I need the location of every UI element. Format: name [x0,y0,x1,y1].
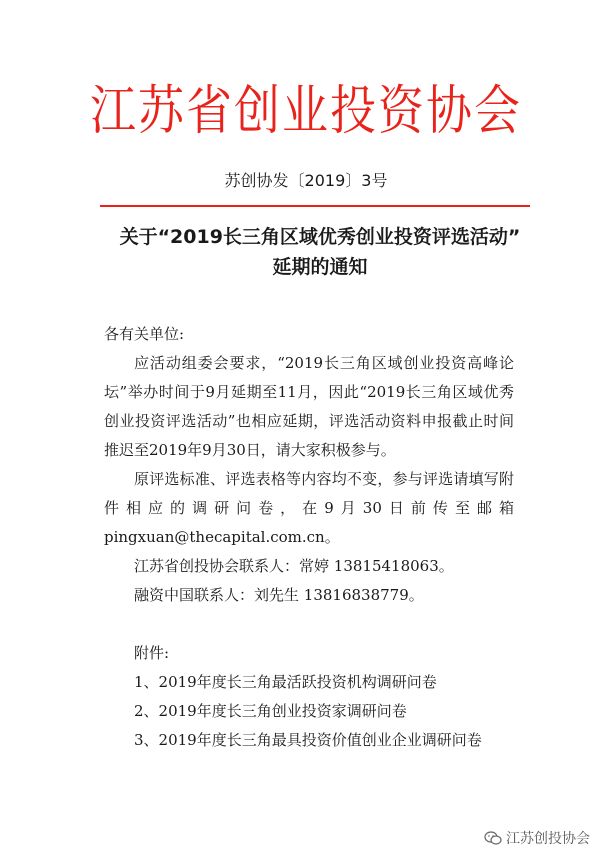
notice-title-line-1: 关于“2019长三角区域优秀创业投资评选活动” [119,226,521,248]
notice-title [100,222,540,282]
notice-title-line-2: 延期的通知 [272,256,368,278]
paragraph-1: 应活动组委会要求，“2019长三角区域创业投资高峰论坛”举办时间于9月延期至11月，因此“2019长三角区域优秀创业投资评选活动”也相应延期，评选活动资料申报截止时间推迟至2019年9月30日，请大家积极参与。 [104,354,514,459]
paragraph-2: 原评选标准、评选表格等内容均不变，参与评选请填写附件相应的调研问卷，在9月30日前传至邮箱pingxuan@thecapital.com.cn。 [104,470,514,546]
attachments-label: 附件: [134,644,170,662]
contact-2: 融资中国联系人：刘先生 13816838779。 [134,586,424,604]
watermark [484,828,590,848]
attachment-item-3: 3、2019年度长三角最具投资价值创业企业调研问卷 [134,731,482,749]
watermark-text: 江苏创投协会 [506,831,590,847]
contact-1: 江苏省创投协会联系人：常婷 13815418063。 [134,557,454,575]
spacer [104,610,514,639]
attachment-item-1: 1、2019年度长三角最活跃投资机构调研问卷 [134,673,437,691]
notice-body [104,320,514,755]
salutation: 各有关单位: [104,325,185,343]
org-title: 江苏省创业投资协会 [90,78,522,142]
red-divider [100,205,530,207]
attachment-item-2: 2、2019年度长三角创业投资家调研问卷 [134,702,407,720]
document-number: 苏创协发〔2019〕3号 [224,171,388,190]
wechat-icon [484,831,502,845]
